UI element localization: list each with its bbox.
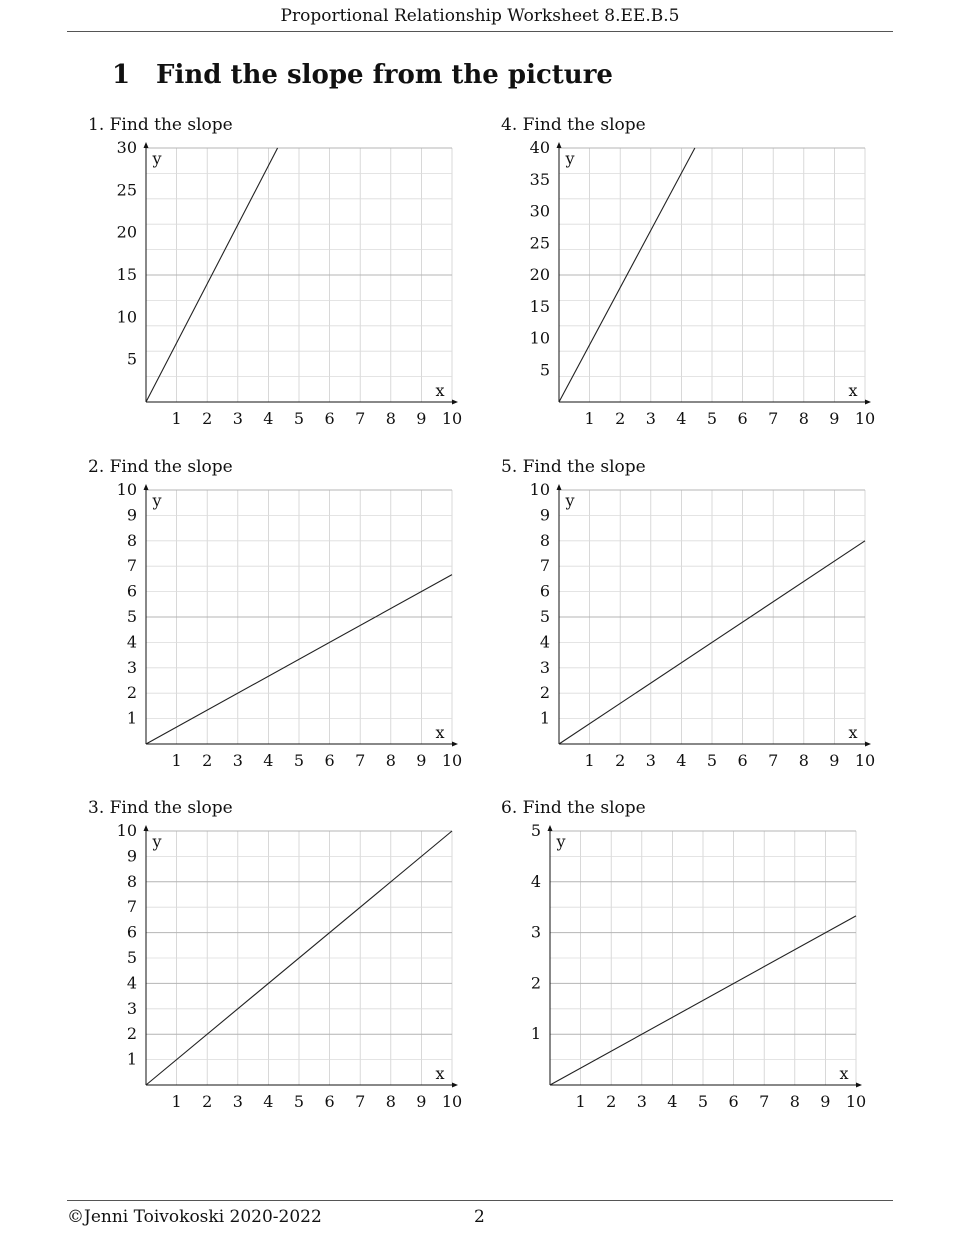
x-axis-arrow-icon: [452, 742, 458, 747]
problem-number: 1.: [88, 115, 105, 135]
x-axis-label: x: [848, 723, 858, 742]
x-tick-label: 6: [737, 409, 748, 428]
section-heading: [112, 60, 613, 90]
y-tick-label: 5: [539, 360, 550, 380]
x-tick-label: 5: [706, 751, 718, 770]
x-tick-label: 2: [202, 1092, 213, 1111]
y-axis-arrow-icon: [557, 142, 562, 148]
problem-6-label: [501, 798, 646, 818]
problem-5-label: [501, 457, 646, 477]
x-tick-label: 4: [263, 1092, 274, 1111]
graph-2: [116, 480, 463, 770]
x-tick-label: 7: [768, 409, 779, 428]
section-title: Find the slope from the picture: [156, 60, 613, 90]
problem-number: 5.: [501, 457, 518, 477]
y-axis-label: y: [565, 491, 575, 510]
grid: [559, 148, 865, 402]
y-tick-label: 2: [530, 973, 541, 993]
y-tick-label: 10: [529, 328, 550, 348]
x-tick-label: 3: [232, 409, 243, 428]
x-tick-label: 8: [798, 409, 809, 428]
y-tick-label: 10: [116, 821, 137, 840]
x-axis-arrow-icon: [856, 1083, 862, 1088]
x-axis-arrow-icon: [865, 400, 871, 405]
grid: [559, 490, 865, 744]
x-tick-label: 6: [728, 1092, 739, 1111]
x-tick-label: 5: [706, 409, 718, 428]
x-tick-label: 9: [416, 1092, 427, 1111]
y-axis-arrow-icon: [557, 484, 562, 490]
y-axis-arrow-icon: [548, 825, 553, 831]
x-tick-label: 10: [441, 409, 463, 428]
x-tick-label: 5: [293, 751, 305, 770]
y-tick-label: 15: [116, 265, 137, 284]
y-tick-label: 7: [539, 556, 550, 576]
problem-number: 6.: [501, 798, 518, 818]
graph-4: [529, 138, 876, 428]
y-tick-label: 1: [126, 1049, 137, 1069]
y-tick-label: 2: [539, 683, 550, 703]
y-tick-label: 10: [116, 307, 137, 327]
section-number: 1: [112, 60, 131, 90]
x-tick-label: 9: [416, 751, 427, 770]
y-tick-label: 5: [539, 607, 550, 626]
y-tick-label: 10: [116, 480, 137, 499]
x-tick-label: 5: [697, 1092, 709, 1111]
x-tick-label: 8: [789, 1092, 800, 1111]
problem-instruction: Find the slope: [109, 457, 233, 477]
x-tick-label: 10: [441, 751, 463, 770]
y-tick-label: 4: [539, 632, 550, 652]
x-axis-label: x: [435, 723, 445, 742]
problem-instruction: Find the slope: [522, 457, 646, 477]
x-axis-arrow-icon: [452, 400, 458, 405]
y-tick-label: 4: [126, 632, 137, 652]
y-tick-label: 30: [116, 138, 137, 157]
footer-copyright: ©Jenni Toivokoski 2020-2022: [67, 1207, 322, 1227]
grid: [146, 148, 452, 402]
y-tick-label: 4: [126, 973, 137, 993]
y-axis-arrow-icon: [144, 825, 149, 831]
graph-6: [530, 821, 867, 1111]
x-tick-label: 9: [416, 409, 427, 428]
y-axis-label: y: [565, 149, 575, 168]
x-axis-arrow-icon: [452, 1083, 458, 1088]
x-tick-label: 4: [263, 409, 274, 428]
y-tick-label: 5: [126, 948, 137, 967]
y-tick-label: 6: [126, 922, 137, 942]
y-tick-label: 2: [126, 1024, 137, 1044]
x-tick-label: 3: [232, 1092, 243, 1111]
y-tick-label: 9: [539, 505, 550, 525]
x-tick-label: 8: [385, 751, 396, 770]
problem-instruction: Find the slope: [109, 798, 233, 818]
y-tick-label: 5: [126, 607, 137, 626]
x-tick-label: 4: [667, 1092, 678, 1111]
y-axis-arrow-icon: [144, 484, 149, 490]
x-tick-label: 4: [263, 751, 274, 770]
y-tick-label: 6: [126, 581, 137, 601]
x-tick-label: 7: [768, 751, 779, 770]
x-tick-label: 2: [202, 751, 213, 770]
x-tick-label: 1: [575, 1092, 586, 1111]
x-tick-label: 4: [676, 751, 687, 770]
x-tick-label: 7: [759, 1092, 770, 1111]
y-tick-label: 5: [126, 349, 137, 369]
problem-number: 2.: [88, 457, 105, 477]
page-number: 2: [474, 1207, 485, 1227]
graph-5: [529, 480, 876, 770]
x-tick-label: 5: [293, 409, 305, 428]
x-axis-label: x: [848, 381, 858, 400]
y-tick-label: 20: [529, 265, 550, 284]
y-tick-label: 8: [126, 871, 137, 891]
x-tick-label: 1: [171, 409, 182, 428]
y-tick-label: 1: [126, 708, 137, 728]
y-tick-label: 30: [529, 201, 550, 221]
problem-1-label: [88, 115, 233, 135]
y-tick-label: 8: [539, 530, 550, 550]
x-tick-label: 1: [171, 1092, 182, 1111]
y-tick-label: 3: [539, 657, 550, 677]
x-tick-label: 9: [820, 1092, 831, 1111]
x-tick-label: 3: [232, 751, 243, 770]
y-axis-label: y: [152, 149, 162, 168]
x-tick-label: 10: [854, 409, 876, 428]
problem-number: 4.: [501, 115, 518, 135]
x-axis-label: x: [435, 381, 445, 400]
y-tick-label: 6: [539, 581, 550, 601]
graph-1: [116, 138, 463, 428]
x-tick-label: 2: [606, 1092, 617, 1111]
y-tick-label: 25: [116, 180, 137, 200]
y-tick-label: 40: [529, 138, 550, 157]
header-rule: [67, 31, 893, 32]
x-tick-label: 7: [355, 1092, 366, 1111]
x-tick-label: 9: [829, 751, 840, 770]
y-tick-label: 2: [126, 683, 137, 703]
y-tick-label: 3: [126, 998, 137, 1018]
x-tick-label: 2: [615, 751, 626, 770]
running-header: Proportional Relationship Worksheet 8.EE.B.5: [280, 6, 680, 26]
x-tick-label: 3: [636, 1092, 647, 1111]
y-tick-label: 1: [539, 708, 550, 728]
x-tick-label: 7: [355, 751, 366, 770]
x-tick-label: 8: [385, 409, 396, 428]
problem-instruction: Find the slope: [522, 798, 646, 818]
x-tick-label: 3: [645, 751, 656, 770]
x-axis-label: x: [839, 1064, 849, 1083]
y-tick-label: 7: [126, 897, 137, 917]
x-tick-label: 6: [737, 751, 748, 770]
y-tick-label: 20: [116, 222, 137, 242]
x-tick-label: 3: [645, 409, 656, 428]
x-axis-label: x: [435, 1064, 445, 1083]
problem-number: 3.: [88, 798, 105, 818]
footer-rule: [67, 1200, 893, 1201]
problem-instruction: Find the slope: [109, 115, 233, 135]
x-tick-label: 6: [324, 751, 335, 770]
problem-instruction: Find the slope: [522, 115, 646, 135]
x-tick-label: 2: [615, 409, 626, 428]
x-tick-label: 2: [202, 409, 213, 428]
problem-2-label: [88, 457, 233, 477]
problem-4-label: [501, 115, 646, 135]
y-axis-arrow-icon: [144, 142, 149, 148]
y-tick-label: 7: [126, 556, 137, 576]
x-tick-label: 10: [845, 1092, 867, 1111]
y-tick-label: 5: [530, 821, 541, 840]
y-tick-label: 15: [529, 296, 550, 316]
y-axis-label: y: [152, 832, 162, 851]
y-axis-label: y: [152, 491, 162, 510]
y-tick-label: 1: [530, 1024, 541, 1044]
x-tick-label: 8: [385, 1092, 396, 1111]
y-tick-label: 10: [529, 480, 550, 499]
grid: [146, 490, 452, 744]
x-tick-label: 1: [171, 751, 182, 770]
x-tick-label: 6: [324, 409, 335, 428]
x-tick-label: 7: [355, 409, 366, 428]
problem-3-label: [88, 798, 233, 818]
x-tick-label: 4: [676, 409, 687, 428]
x-tick-label: 10: [854, 751, 876, 770]
y-tick-label: 25: [529, 233, 550, 253]
grid: [550, 831, 856, 1085]
y-tick-label: 3: [530, 922, 541, 942]
x-tick-label: 8: [798, 751, 809, 770]
y-tick-label: 3: [126, 657, 137, 677]
y-tick-label: 4: [530, 871, 541, 891]
x-tick-label: 9: [829, 409, 840, 428]
x-tick-label: 1: [584, 751, 595, 770]
x-tick-label: 6: [324, 1092, 335, 1111]
x-axis-arrow-icon: [865, 742, 871, 747]
y-tick-label: 9: [126, 505, 137, 525]
x-tick-label: 1: [584, 409, 595, 428]
x-tick-label: 10: [441, 1092, 463, 1111]
y-tick-label: 35: [529, 169, 550, 189]
y-tick-label: 8: [126, 530, 137, 550]
x-tick-label: 5: [293, 1092, 305, 1111]
graph-3: [116, 821, 463, 1111]
y-axis-label: y: [556, 832, 566, 851]
y-tick-label: 9: [126, 846, 137, 866]
